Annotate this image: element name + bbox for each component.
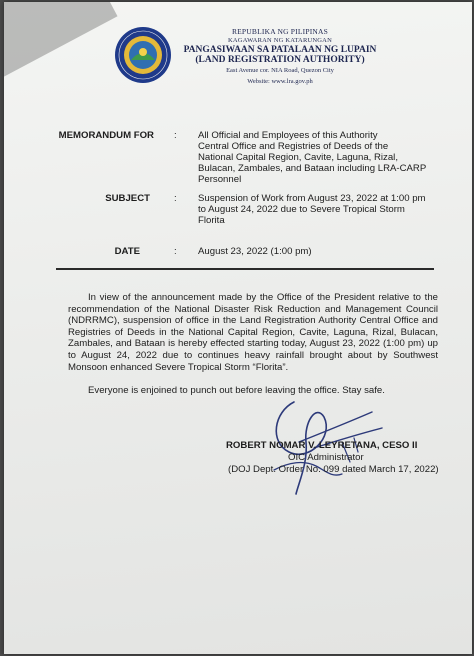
memo-page [4,2,472,654]
memo-for-line: National Capital Region, Cavite, Laguna, Rizal, [198,152,398,163]
lra-seal-icon [114,26,172,84]
memo-for-value [198,130,438,185]
letterhead-department: KAGAWARAN NG KATARUNGAN [228,37,332,44]
subject-line: to August 24, 2022 due to Severe Tropical Storm [198,204,405,215]
memo-body-paragraph: In view of the announcement made by the Office of the President relative to the recommendation of the National Disaster Risk Reduction and Management Council (NDRRMC), suspension of office in the Land Registration Authority Central Office and Registries of Deeds in the National Capital Region, Cavite, Laguna, Rizal, Bulacan, Zambales, and Bataan is hereby effected starting today, August 23, 2022 (1:00 pm) up to August 24, 2022 due to continues heavy rainfall brought about by Southwest Monsoon enhanced Severe Tropical Storm “Florita”. [68,292,438,373]
signatory-title: OIC Administrator [288,452,364,463]
memo-for-colon: : [174,130,177,141]
subject-colon: : [174,193,177,204]
letterhead-website: Website: www.lra.gov.ph [247,78,313,85]
divider-rule [56,268,434,270]
letterhead-agency-filipino: PANGASIWAAN SA PATALAAN NG LUPAIN [183,45,377,55]
memo-for-label: MEMORANDUM FOR [58,130,154,141]
subject-line: Florita [198,215,225,226]
memo-for-line: All Official and Employees of this Authority [198,130,378,141]
letterhead-address: East Avenue cor. NIA Road, Quezon City [226,67,334,74]
subject-label: SUBJECT [105,193,150,204]
memo-for-line: Central Office and Registries of Deeds of the [198,141,389,152]
date-value: August 23, 2022 (1:00 pm) [198,246,312,257]
signatory-name: ROBERT NOMAR V. LEYRETANA, CESO II [226,440,418,451]
fold-shadow [4,2,118,77]
memo-for-line: Personnel [198,174,242,185]
date-colon: : [174,246,177,257]
letterhead-republic: REPUBLIKA NG PILIPINAS [231,27,329,36]
letterhead [180,27,380,85]
subject-line: Suspension of Work from August 23, 2022 at 1:00 pm [198,193,426,204]
letterhead-agency-english: (LAND REGISTRATION AUTHORITY) [195,55,365,65]
signatory-order: (DOJ Dept. Order No. 099 dated March 17, 2022) [228,464,439,475]
memo-closing: Everyone is enjoined to punch out before leaving the office. Stay safe. [88,385,385,396]
date-label: DATE [114,246,140,257]
memo-for-line: Bulacan, Zambales, and Bataan including LRA-CARP [198,163,427,174]
subject-value [198,193,438,226]
